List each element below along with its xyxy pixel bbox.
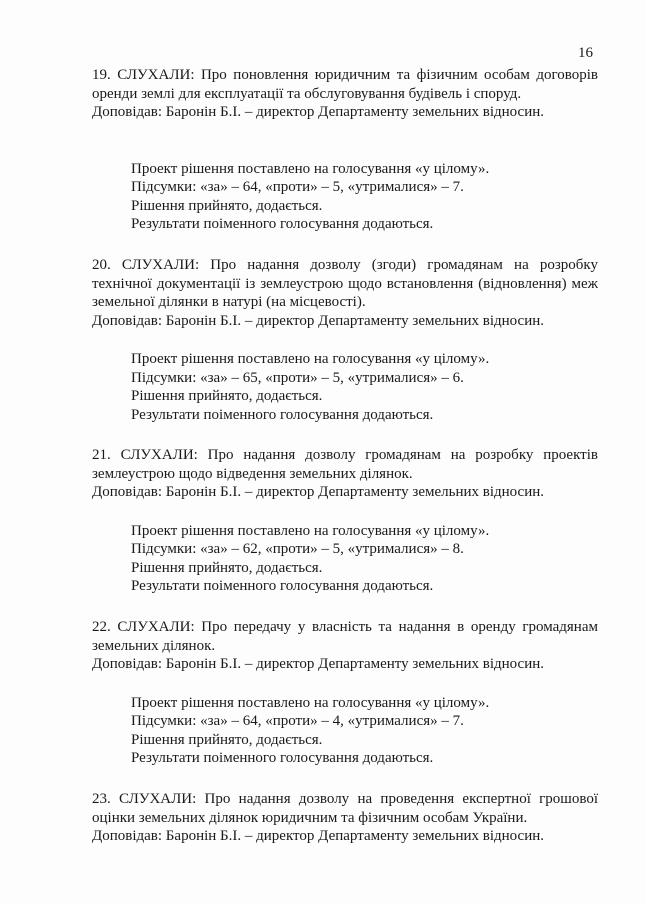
agenda-item-22 xyxy=(92,618,598,768)
vote-intro: Проект рішення поставлено на голосування «у цілому». xyxy=(131,522,490,539)
item-heading: 19. СЛУХАЛИ: Про поновлення юридичним та фізичним особам договорів оренди землі для експлуатації та обслуговування будівель і споруд. xyxy=(92,67,598,102)
item-heading: 21. СЛУХАЛИ: Про надання дозволу громадянам на розробку проектів землеустрою щодо відведення земельних ділянок. xyxy=(92,447,598,482)
item-heading: 20. СЛУХАЛИ: Про надання дозволу (згоди) громадянам на розробку технічної документації із землеустрою щодо встановлення (відновлення) меж земельної ділянки в натурі (на місцевості). xyxy=(92,257,598,310)
agenda-item-23 xyxy=(92,790,598,846)
vote-decision: Рішення прийнято, додається. xyxy=(131,559,323,576)
item-heading: 23. СЛУХАЛИ: Про надання дозволу на проведення експертної грошової оцінки земельних ділянок юридичним та фізичним особам України. xyxy=(92,791,598,826)
agenda-item-19 xyxy=(92,66,598,234)
vote-tally: Підсумки: «за» – 64, «проти» – 5, «утрималися» – 7. xyxy=(131,179,464,195)
vote-roll-call: Результати поіменного голосування додаються. xyxy=(131,578,434,594)
agenda-item-21 xyxy=(92,446,598,596)
vote-roll-call: Результати поіменного голосування додаються. xyxy=(131,750,434,766)
vote-result xyxy=(131,522,598,596)
vote-intro: Проект рішення поставлено на голосування «у цілому». xyxy=(131,694,490,711)
page-number: 16 xyxy=(578,45,593,61)
vote-result xyxy=(131,160,598,234)
vote-intro: Проект рішення поставлено на голосування «у цілому». xyxy=(131,160,490,177)
vote-decision: Рішення прийнято, додається. xyxy=(131,388,323,404)
vote-result xyxy=(131,350,598,424)
item-heading: 22. СЛУХАЛИ: Про передачу у власність та надання в оренду громадянам земельних ділянок. xyxy=(92,619,598,654)
item-reporter: Доповідав: Баронін Б.І. – директор Департаменту земельних відносин. xyxy=(92,656,545,672)
item-reporter: Доповідав: Баронін Б.І. – директор Департаменту земельних відносин. xyxy=(92,104,545,120)
vote-tally: Підсумки: «за» – 64, «проти» – 4, «утрималися» – 7. xyxy=(131,713,464,729)
agenda-item-20 xyxy=(92,256,598,424)
vote-result xyxy=(131,694,598,768)
item-reporter: Доповідав: Баронін Б.І. – директор Департаменту земельних відносин. xyxy=(92,828,545,844)
vote-roll-call: Результати поіменного голосування додаються. xyxy=(131,216,434,232)
item-reporter: Доповідав: Баронін Б.І. – директор Департаменту земельних відносин. xyxy=(92,484,545,500)
vote-decision: Рішення прийнято, додається. xyxy=(131,197,323,214)
vote-decision: Рішення прийнято, додається. xyxy=(131,731,323,748)
vote-intro: Проект рішення поставлено на голосування «у цілому». xyxy=(131,351,490,367)
vote-tally: Підсумки: «за» – 65, «проти» – 5, «утрималися» – 6. xyxy=(131,369,464,386)
item-reporter: Доповідав: Баронін Б.І. – директор Департаменту земельних відносин. xyxy=(92,312,545,329)
vote-roll-call: Результати поіменного голосування додаються. xyxy=(131,406,434,423)
vote-tally: Підсумки: «за» – 62, «проти» – 5, «утрималися» – 8. xyxy=(131,541,464,557)
